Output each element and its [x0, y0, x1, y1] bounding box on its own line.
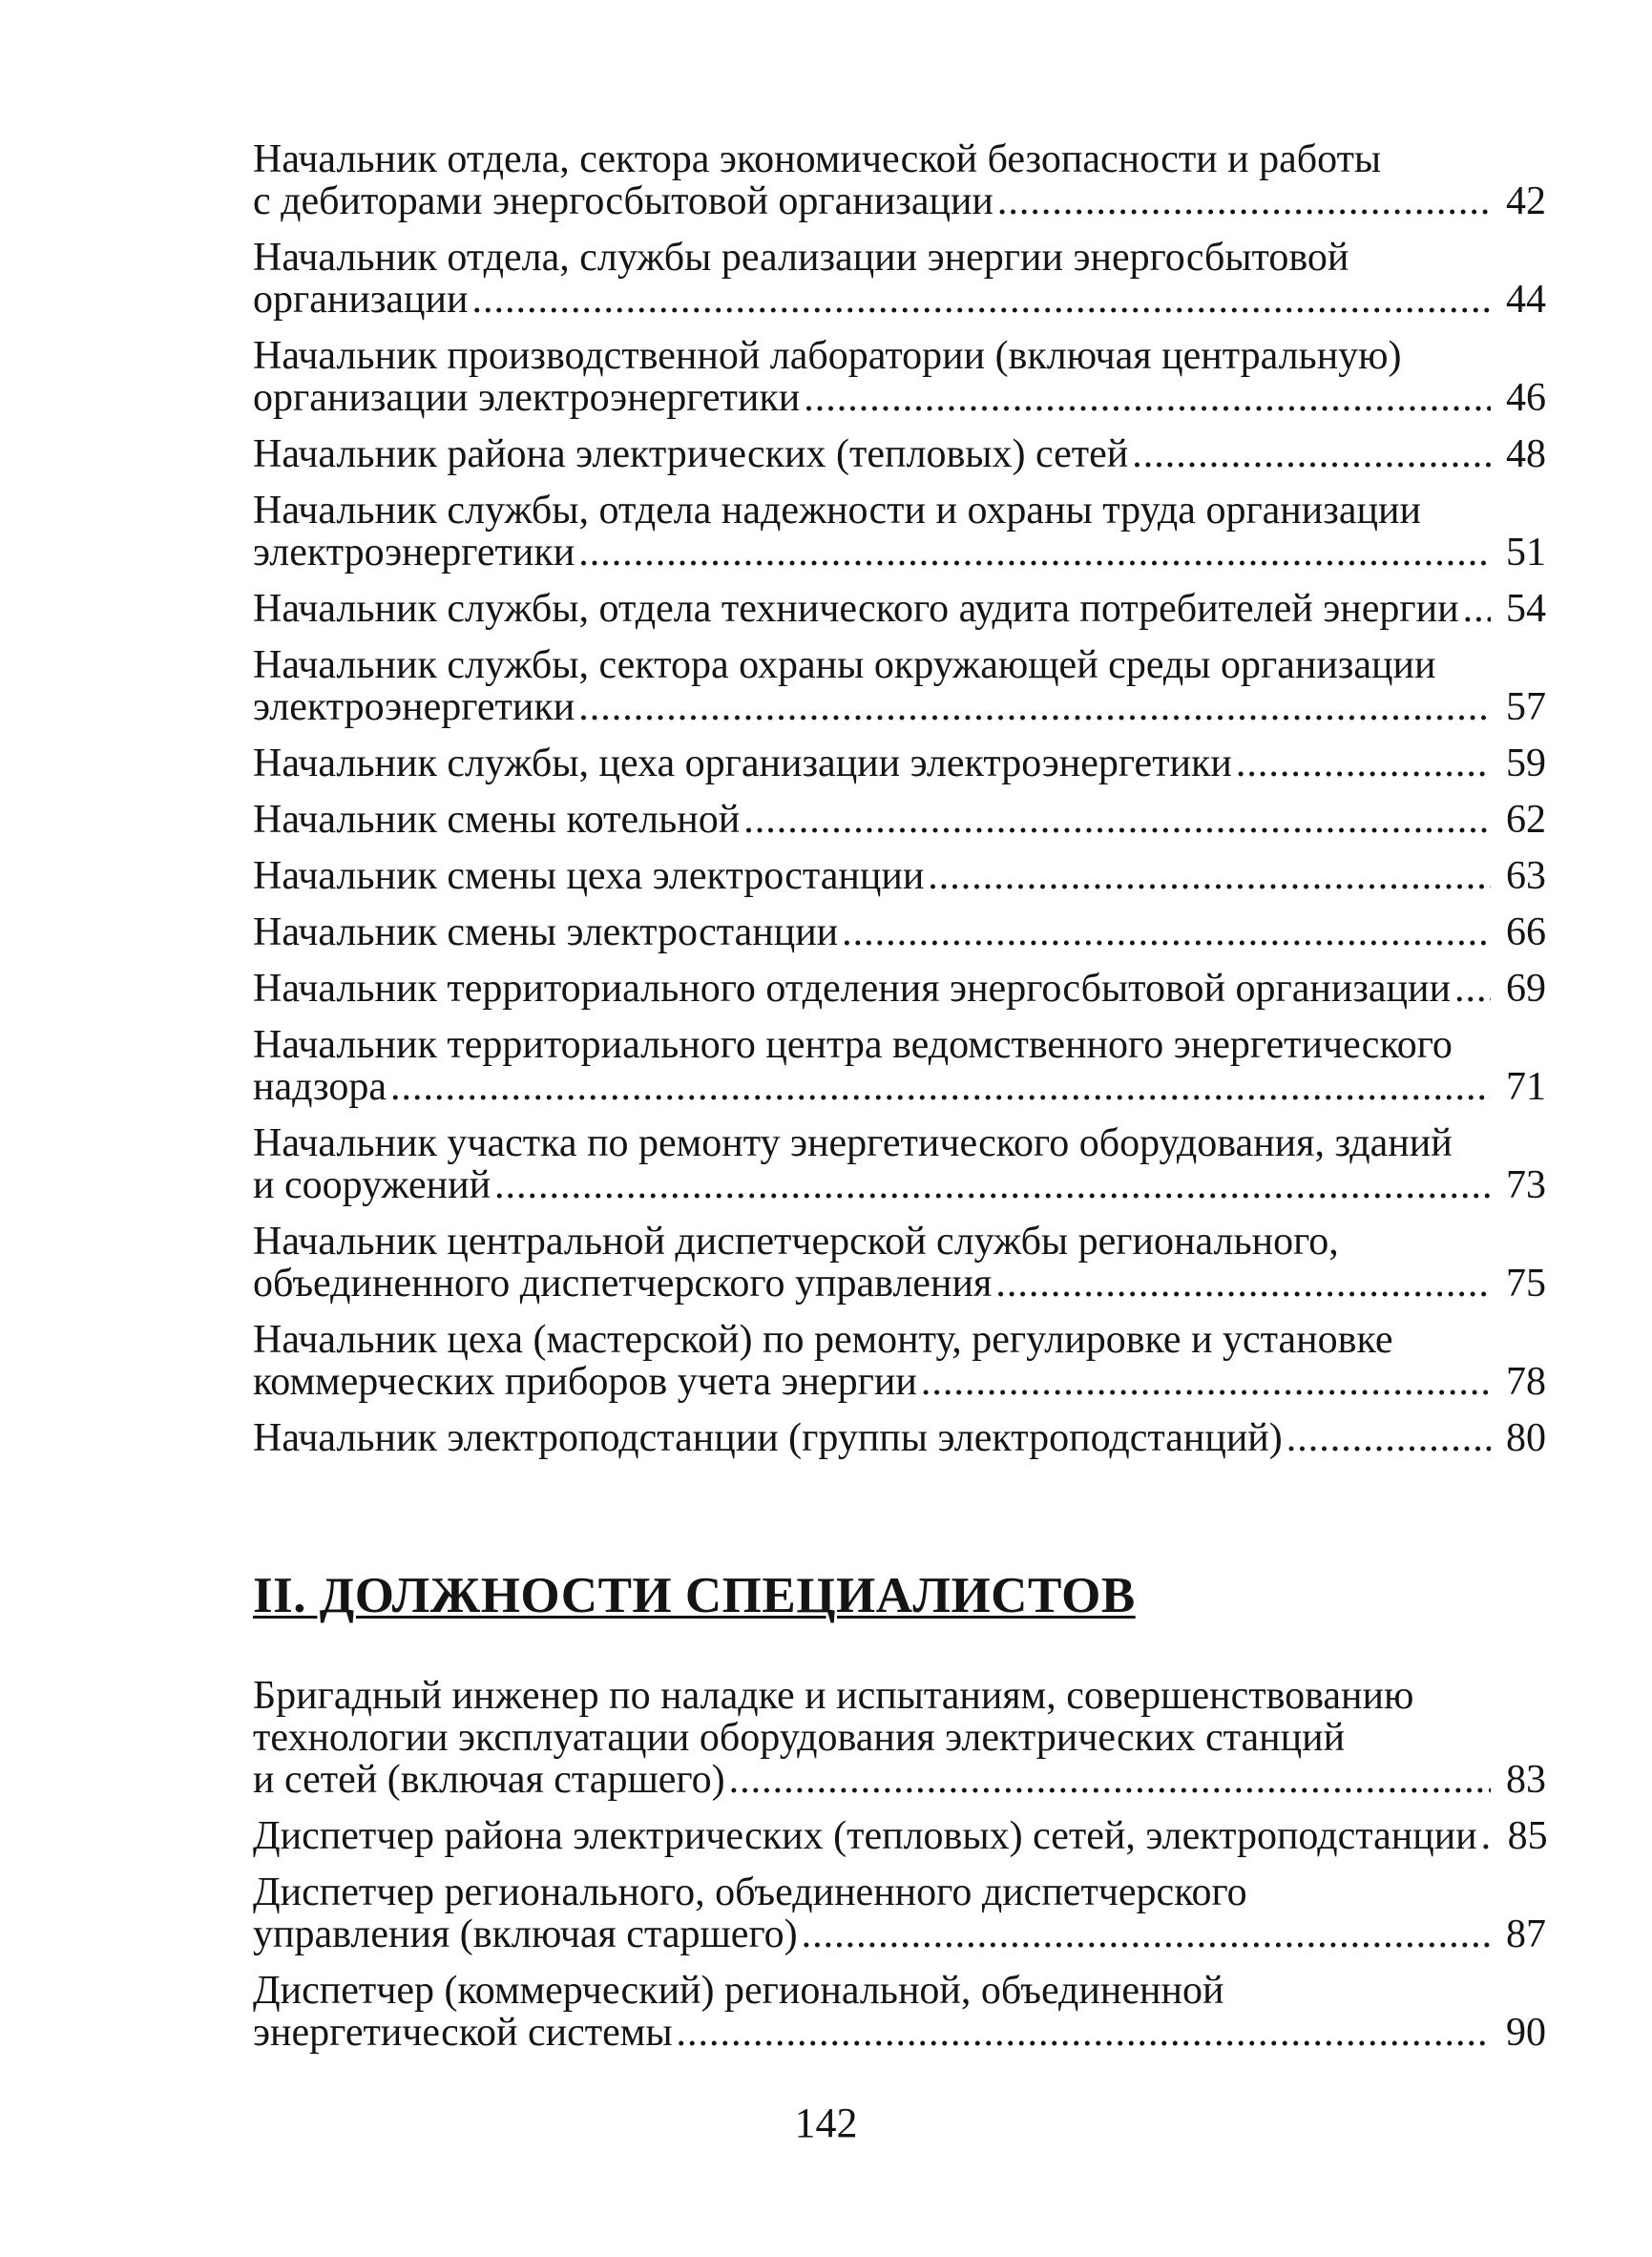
dot-leader: [921, 1361, 1491, 1403]
toc-entry-text: управления (включая старшего): [253, 1912, 798, 1956]
toc-entry-text: электроэнергетики: [253, 685, 575, 729]
toc-entry-text: Диспетчер района электрических (тепловых) сетей, электроподстанции: [253, 1814, 1477, 1858]
dot-leader: [743, 799, 1491, 841]
dot-leader: [995, 1263, 1491, 1305]
toc-entry: [253, 588, 1546, 630]
toc-entry-last-line: [253, 588, 1546, 630]
toc-entry-text: Начальник электроподстанции (группы электроподстанций): [253, 1416, 1283, 1460]
toc-entry: [253, 1970, 1546, 2054]
dot-leader: [677, 2012, 1491, 2054]
toc-entry-text: с дебиторами энергосбытовой организации: [253, 179, 993, 223]
toc-entry-last-line: [253, 1361, 1546, 1403]
dot-leader: [729, 1759, 1491, 1801]
toc-page-number: 78: [1506, 1360, 1546, 1404]
toc-entry-text: Начальник смены котельной: [253, 798, 741, 842]
toc-entry: [253, 1319, 1546, 1403]
toc-entry: [253, 855, 1546, 897]
toc-entry-text: Диспетчер регионального, объединенного диспетчерского: [253, 1870, 1247, 1914]
toc-entry-last-line: [253, 799, 1546, 841]
dot-leader: [494, 1164, 1491, 1206]
toc-entry-text: Диспетчер (коммерческий) региональной, объединенной: [253, 1969, 1224, 2013]
toc-entry: [253, 1675, 1546, 1801]
toc-page-number: 66: [1506, 910, 1546, 954]
toc-entry-text: Начальник службы, отдела надежности и охраны труда организации: [253, 489, 1421, 533]
toc-entry-last-line: [253, 1164, 1546, 1206]
toc-page-number: 48: [1506, 432, 1546, 476]
toc-entry-last-line: [253, 1759, 1546, 1801]
toc-entry-last-line: [253, 742, 1546, 784]
page-number: 142: [794, 2100, 858, 2146]
toc-entry-last-line: [253, 180, 1546, 222]
toc-entry-last-line: [253, 433, 1546, 475]
toc-entry: [253, 1417, 1546, 1459]
toc-page-number: 62: [1506, 798, 1546, 842]
toc-entry-text: энергетической системы: [253, 2011, 673, 2055]
toc-entry-last-line: [253, 911, 1546, 953]
toc-entry-text: Начальник смены цеха электростанции: [253, 854, 925, 898]
toc-page-number: 59: [1506, 742, 1546, 785]
dot-leader: [804, 377, 1491, 419]
toc-entry-text: и сооружений: [253, 1163, 491, 1207]
toc-page-number: 75: [1506, 1262, 1546, 1306]
toc-page-number: 51: [1506, 531, 1546, 575]
toc-page-number: 42: [1506, 179, 1546, 223]
toc-entry-text: организации: [253, 278, 469, 322]
toc-entry-text: надзора: [253, 1065, 387, 1109]
toc-entry: [253, 911, 1546, 953]
toc-entry: [253, 968, 1546, 1010]
toc-entry-last-line: [253, 1263, 1546, 1305]
dot-leader: [1481, 1815, 1493, 1857]
dot-leader: [1286, 1417, 1491, 1459]
toc-entry-text: Начальник отдела, службы реализации энергии энергосбытовой: [253, 236, 1349, 280]
toc-entry: [253, 433, 1546, 475]
toc-entry-last-line: [253, 279, 1546, 321]
toc-entry-last-line: [253, 855, 1546, 897]
toc-page-number: 87: [1506, 1912, 1546, 1956]
toc-entry-text: Бригадный инженер по наладке и испытаниям, совершенствованию: [253, 1674, 1414, 1718]
toc-entry: [253, 1815, 1546, 1857]
toc-entry-text: объединенного диспетчерского управления: [253, 1262, 993, 1306]
toc-entry: [253, 237, 1546, 321]
toc-entry: [253, 138, 1546, 222]
toc-page-number: 71: [1506, 1065, 1546, 1109]
toc-entry-text: Начальник службы, сектора охраны окружающей среды организации: [253, 643, 1436, 687]
toc-page-number: 46: [1506, 376, 1546, 420]
toc-entry-text: организации электроэнергетики: [253, 376, 801, 420]
toc-page-number: 57: [1506, 685, 1546, 729]
toc-entry-text: Начальник службы, цеха организации электроэнергетики: [253, 742, 1232, 785]
toc-entry: [253, 1024, 1546, 1108]
toc-entry-text: Начальник территориального отделения энергосбытовой организации: [253, 967, 1451, 1011]
toc-entry: [253, 799, 1546, 841]
toc-list-specialists: [253, 1675, 1546, 2068]
dot-leader: [1463, 588, 1491, 630]
toc-entry-last-line: [253, 1913, 1546, 1955]
toc-entry-text: Начальник отдела, сектора экономической безопасности и работы: [253, 137, 1382, 181]
section-heading: II. ДОЛЖНОСТИ СПЕЦИАЛИСТОВ: [253, 1568, 1136, 1623]
toc-entry-text: Начальник производственной лаборатории (включая центральную): [253, 334, 1402, 378]
toc-entry: [253, 1221, 1546, 1305]
toc-entry: [253, 1871, 1546, 1955]
dot-leader: [997, 180, 1491, 222]
toc-entry-last-line: [253, 1066, 1546, 1108]
toc-entry-text: Начальник смены электростанции: [253, 910, 839, 954]
toc-entry-text: Начальник службы, отдела технического аудита потребителей энергии: [253, 587, 1459, 631]
toc-entry: [253, 1122, 1546, 1206]
toc-entry-last-line: [253, 2012, 1546, 2054]
toc-page-number: 44: [1506, 278, 1546, 322]
toc-entry-text: Начальник центральной диспетчерской службы регионального,: [253, 1220, 1339, 1264]
toc-page-number: 80: [1506, 1416, 1546, 1460]
toc-entry-last-line: [253, 377, 1546, 419]
toc-page-number: 73: [1506, 1163, 1546, 1207]
toc-entry: [253, 335, 1546, 419]
toc-entry-text: электроэнергетики: [253, 531, 575, 575]
toc-page-number: 63: [1506, 854, 1546, 898]
toc-page-number: 90: [1506, 2011, 1546, 2055]
toc-entry-text: коммерческих приборов учета энергии: [253, 1360, 917, 1404]
toc-entry: [253, 490, 1546, 574]
dot-leader: [1236, 742, 1491, 784]
toc-page-number: 85: [1507, 1814, 1548, 1858]
toc-entry-text: и сетей (включая старшего): [253, 1758, 725, 1802]
toc-entry-last-line: [253, 686, 1546, 728]
dot-leader: [842, 911, 1491, 953]
toc-entry-text: Начальник района электрических (тепловых) сетей: [253, 432, 1129, 476]
dot-leader: [390, 1066, 1491, 1108]
toc-entry-last-line: [253, 968, 1546, 1010]
dot-leader: [578, 686, 1491, 728]
dot-leader: [1132, 433, 1491, 475]
toc-entry-text: Начальник территориального центра ведомственного энергетического: [253, 1023, 1453, 1067]
toc-entry-last-line: [253, 532, 1546, 574]
toc-entry-text: Начальник цеха (мастерской) по ремонту, регулировке и установке: [253, 1318, 1393, 1362]
toc-page-number: 83: [1506, 1758, 1546, 1802]
toc-entry-last-line: [253, 1815, 1546, 1857]
dot-leader: [1454, 968, 1491, 1010]
dot-leader: [928, 855, 1491, 897]
toc-entry-text: Начальник участка по ремонту энергетического оборудования, зданий: [253, 1121, 1453, 1165]
dot-leader: [802, 1913, 1491, 1955]
toc-entry-last-line: [253, 1417, 1546, 1459]
toc-entry-text: технологии эксплуатации оборудования электрических станций: [253, 1716, 1346, 1760]
toc-entry: [253, 742, 1546, 784]
toc-list-managers: [253, 138, 1546, 1473]
toc-page-number: 69: [1506, 967, 1546, 1011]
toc-entry: [253, 644, 1546, 728]
toc-page-number: 54: [1506, 587, 1546, 631]
dot-leader: [578, 532, 1491, 574]
dot-leader: [471, 279, 1491, 321]
